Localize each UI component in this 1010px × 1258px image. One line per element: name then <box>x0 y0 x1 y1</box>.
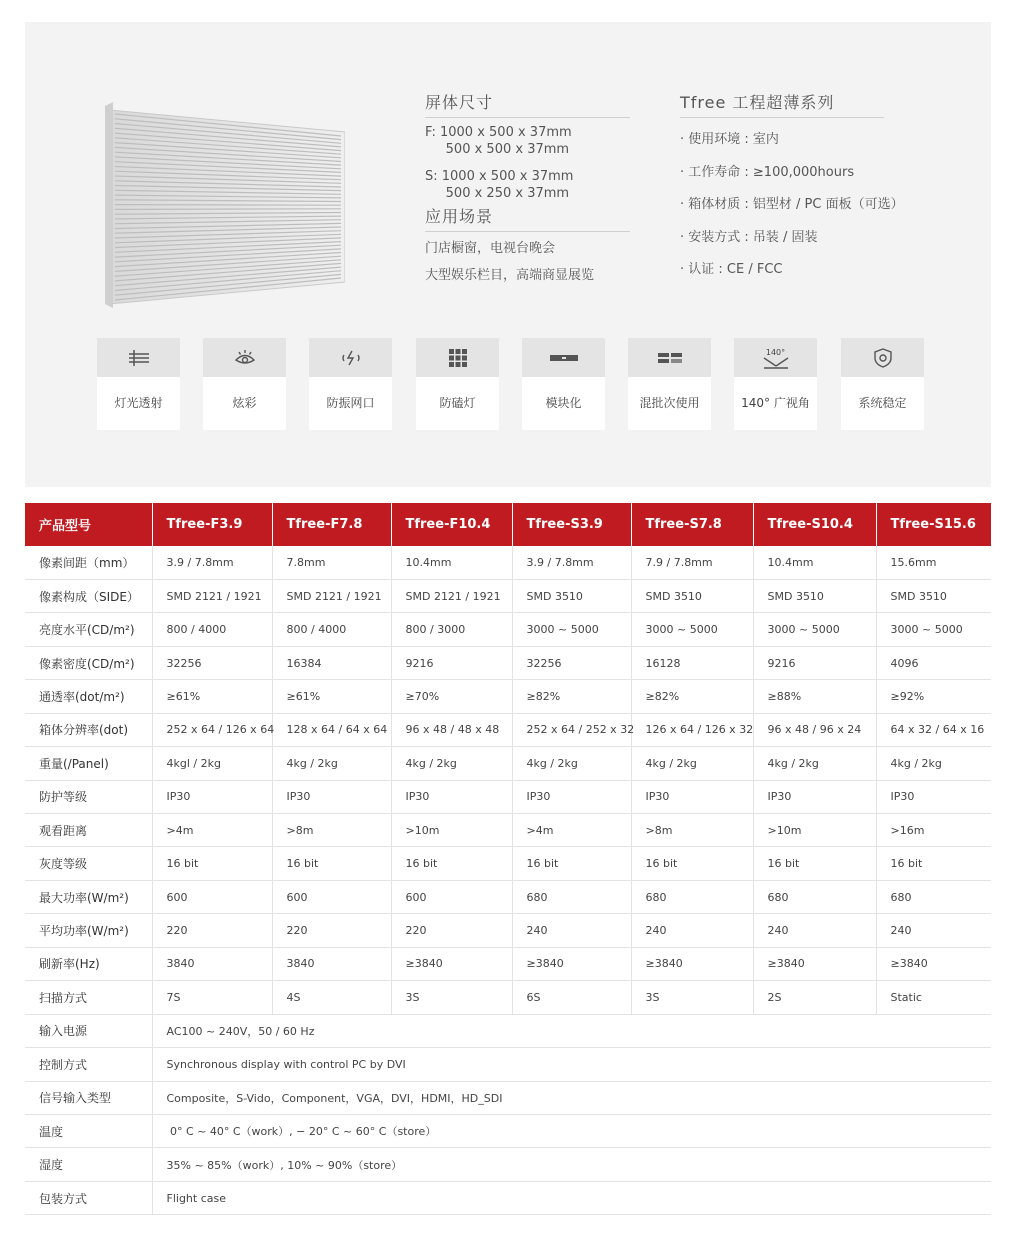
table-cell: SMD 2121 / 1921 <box>152 579 272 612</box>
table-cell: 15.6mm <box>876 546 991 579</box>
row-label: 平均功率(W/m²) <box>25 914 152 947</box>
row-label: 输入电源 <box>25 1014 152 1047</box>
table-header-cell: Tfree-F7.8 <box>272 503 391 546</box>
table-cell: 240 <box>876 914 991 947</box>
table-cell: 3000 ~ 5000 <box>753 613 876 646</box>
table-cell: 16 bit <box>631 847 753 880</box>
feature-label: 混批次使用 <box>639 396 700 410</box>
table-cell: 800 / 4000 <box>272 613 391 646</box>
table-cell: >8m <box>272 814 391 847</box>
table-cell: 126 x 64 / 126 x 32 <box>631 713 753 746</box>
table-cell: 252 x 64 / 126 x 64 <box>152 713 272 746</box>
table-cell: ≥3840 <box>391 947 512 980</box>
size-line: S: 1000 x 500 x 37mm <box>425 169 574 184</box>
row-label: 像素间距（mm） <box>25 546 152 579</box>
feature-card <box>628 338 711 430</box>
row-label: 箱体分辨率(dot) <box>25 713 152 746</box>
feature-label: 模块化 <box>545 396 582 410</box>
table-row <box>25 747 991 780</box>
table-cell: 16 bit <box>512 847 631 880</box>
feature-icons-row <box>97 338 947 430</box>
table-span-cell: 0° C ~ 40° C（work）, − 20° C ~ 60° C（store） <box>152 1114 991 1147</box>
table-cell: 3S <box>391 981 512 1014</box>
table-cell: 240 <box>753 914 876 947</box>
feature-label: 炫彩 <box>232 396 257 410</box>
anti-vibration-port-icon <box>340 349 362 367</box>
table-row <box>25 814 991 847</box>
series-title: Tfree 工程超薄系列 <box>680 90 884 118</box>
size-line: F: 1000 x 500 x 37mm <box>425 125 572 140</box>
table-cell: >8m <box>631 814 753 847</box>
table-row <box>25 579 991 612</box>
row-label: 灰度等级 <box>25 847 152 880</box>
table-row <box>25 880 991 913</box>
table-cell: 680 <box>512 880 631 913</box>
table-cell: 6S <box>512 981 631 1014</box>
size-title: 屏体尺寸 <box>425 90 630 118</box>
row-label: 扫描方式 <box>25 981 152 1014</box>
table-cell: 4kg / 2kg <box>512 747 631 780</box>
wide-angle-badge: 140° <box>765 348 786 357</box>
feature-card <box>522 338 605 430</box>
series-item: · 使用环境 : 室内 <box>680 132 779 147</box>
table-cell: >4m <box>512 814 631 847</box>
table-cell: ≥61% <box>272 680 391 713</box>
feature-label: 防振网口 <box>326 396 375 410</box>
table-row <box>25 613 991 646</box>
table-cell: 96 x 48 / 48 x 48 <box>391 713 512 746</box>
table-cell: 16 bit <box>876 847 991 880</box>
table-cell: 9216 <box>753 646 876 679</box>
table-row <box>25 947 991 980</box>
feature-label: 灯光透射 <box>114 396 163 410</box>
light-transmission-icon <box>128 349 150 367</box>
table-cell: 220 <box>272 914 391 947</box>
scene-line: 大型娱乐栏目，高端商显展览 <box>425 268 595 283</box>
feature-label: 140° 广视角 <box>741 396 810 410</box>
table-cell: SMD 3510 <box>753 579 876 612</box>
table-cell: 3000 ~ 5000 <box>512 613 631 646</box>
feature-card <box>97 338 180 430</box>
table-header-cell: Tfree-F10.4 <box>391 503 512 546</box>
table-cell: ≥92% <box>876 680 991 713</box>
table-cell: >10m <box>391 814 512 847</box>
table-cell: 240 <box>631 914 753 947</box>
table-cell: SMD 3510 <box>876 579 991 612</box>
table-cell: 3840 <box>272 947 391 980</box>
row-label: 像素构成（SIDE） <box>25 579 152 612</box>
row-label: 控制方式 <box>25 1048 152 1081</box>
feature-card <box>309 338 392 430</box>
table-cell: 32256 <box>512 646 631 679</box>
table-cell: 2S <box>753 981 876 1014</box>
row-label: 刷新率(Hz) <box>25 947 152 980</box>
table-row <box>25 1148 991 1181</box>
series-item: · 安装方式 : 吊装 / 固装 <box>680 229 818 245</box>
row-label: 最大功率(W/m²) <box>25 880 152 913</box>
table-span-cell: Composite，S-Vido，Component，VGA，DVI，HDMI，HD_SDI <box>152 1081 991 1114</box>
table-cell: 4kgl / 2kg <box>152 747 272 780</box>
table-row <box>25 914 991 947</box>
table-cell: 4kg / 2kg <box>631 747 753 780</box>
table-cell: 32256 <box>152 646 272 679</box>
eye-icon <box>234 349 256 367</box>
row-label: 亮度水平(CD/m²) <box>25 613 152 646</box>
table-row <box>25 713 991 746</box>
table-span-cell: 35% ~ 85%（work）, 10% ~ 90%（store） <box>152 1148 991 1181</box>
table-cell: ≥82% <box>512 680 631 713</box>
row-label: 通透率(dot/m²) <box>25 680 152 713</box>
table-cell: 3.9 / 7.8mm <box>152 546 272 579</box>
scene-title: 应用场景 <box>425 204 630 232</box>
table-cell: 7.8mm <box>272 546 391 579</box>
hero-section <box>25 22 991 487</box>
table-row <box>25 646 991 679</box>
series-item: · 工作寿命 : ≥100,000hours <box>680 164 855 180</box>
table-cell: 7S <box>152 981 272 1014</box>
table-row <box>25 680 991 713</box>
series-spec-block <box>680 90 950 293</box>
table-row <box>25 546 991 579</box>
feature-label: 防磕灯 <box>439 396 476 410</box>
size-line: 500 x 250 x 37mm <box>425 186 570 201</box>
table-cell: ≥61% <box>152 680 272 713</box>
table-cell: ≥3840 <box>512 947 631 980</box>
table-cell: 16 bit <box>753 847 876 880</box>
table-cell: IP30 <box>391 780 512 813</box>
table-header-cell: 产品型号 <box>25 503 152 546</box>
table-cell: >10m <box>753 814 876 847</box>
table-row <box>25 981 991 1014</box>
table-cell: 4kg / 2kg <box>753 747 876 780</box>
table-cell: IP30 <box>152 780 272 813</box>
wide-angle-icon <box>762 357 790 369</box>
table-cell: 680 <box>631 880 753 913</box>
module-bar-icon <box>549 353 579 363</box>
table-cell: 4096 <box>876 646 991 679</box>
table-cell: IP30 <box>631 780 753 813</box>
table-row <box>25 1048 991 1081</box>
table-cell: ≥88% <box>753 680 876 713</box>
row-label: 湿度 <box>25 1148 152 1181</box>
scene-spec-block <box>425 204 630 289</box>
table-row <box>25 780 991 813</box>
table-cell: IP30 <box>753 780 876 813</box>
table-cell: 9216 <box>391 646 512 679</box>
row-label: 像素密度(CD/m²) <box>25 646 152 679</box>
table-header-cell: Tfree-F3.9 <box>152 503 272 546</box>
feature-card <box>203 338 286 430</box>
feature-card <box>841 338 924 430</box>
shield-gear-icon <box>873 348 893 368</box>
table-cell: IP30 <box>272 780 391 813</box>
table-cell: Static <box>876 981 991 1014</box>
table-cell: IP30 <box>876 780 991 813</box>
scene-line: 门店橱窗，电视台晚会 <box>425 241 556 256</box>
table-cell: 3S <box>631 981 753 1014</box>
row-label: 包装方式 <box>25 1181 152 1214</box>
table-cell: ≥70% <box>391 680 512 713</box>
series-item: · 箱体材质 : 铝型材 / PC 面板（可选） <box>680 197 904 212</box>
table-cell: 16 bit <box>152 847 272 880</box>
table-cell: 220 <box>391 914 512 947</box>
table-row <box>25 1014 991 1047</box>
table-cell: SMD 2121 / 1921 <box>391 579 512 612</box>
table-cell: 4kg / 2kg <box>391 747 512 780</box>
table-cell: 10.4mm <box>391 546 512 579</box>
table-cell: 4S <box>272 981 391 1014</box>
table-row <box>25 1114 991 1147</box>
table-header-cell: Tfree-S7.8 <box>631 503 753 546</box>
table-cell: ≥3840 <box>876 947 991 980</box>
table-cell: 600 <box>391 880 512 913</box>
table-cell: ≥82% <box>631 680 753 713</box>
table-row <box>25 1081 991 1114</box>
table-cell: 3840 <box>152 947 272 980</box>
table-cell: 252 x 64 / 252 x 32 <box>512 713 631 746</box>
table-cell: 220 <box>152 914 272 947</box>
table-cell: SMD 2121 / 1921 <box>272 579 391 612</box>
table-cell: >16m <box>876 814 991 847</box>
table-cell: 600 <box>152 880 272 913</box>
table-cell: ≥3840 <box>631 947 753 980</box>
table-cell: 96 x 48 / 96 x 24 <box>753 713 876 746</box>
transparent-led-panel-image <box>105 92 345 322</box>
table-cell: 16128 <box>631 646 753 679</box>
table-cell: SMD 3510 <box>512 579 631 612</box>
table-cell: 4kg / 2kg <box>876 747 991 780</box>
table-cell: ≥3840 <box>753 947 876 980</box>
table-cell: 680 <box>753 880 876 913</box>
table-cell: SMD 3510 <box>631 579 753 612</box>
table-cell: 16384 <box>272 646 391 679</box>
table-cell: 240 <box>512 914 631 947</box>
table-span-cell: Synchronous display with control PC by DVI <box>152 1048 991 1081</box>
table-row <box>25 1181 991 1214</box>
mixed-batch-icon <box>657 352 683 364</box>
spec-table <box>25 503 991 1215</box>
table-cell: 16 bit <box>272 847 391 880</box>
table-header-cell: Tfree-S10.4 <box>753 503 876 546</box>
feature-card <box>734 338 817 430</box>
table-cell: 128 x 64 / 64 x 64 <box>272 713 391 746</box>
table-cell: 3.9 / 7.8mm <box>512 546 631 579</box>
row-label: 观看距离 <box>25 814 152 847</box>
table-header-row <box>25 503 991 546</box>
feature-label: 系统稳定 <box>858 396 907 410</box>
grid-lamp-icon <box>448 348 468 368</box>
table-cell: 680 <box>876 880 991 913</box>
table-cell: 800 / 3000 <box>391 613 512 646</box>
table-cell: 3000 ~ 5000 <box>876 613 991 646</box>
table-cell: IP30 <box>512 780 631 813</box>
table-cell: 16 bit <box>391 847 512 880</box>
table-cell: >4m <box>152 814 272 847</box>
series-item: · 认证 : CE / FCC <box>680 262 783 277</box>
row-label: 重量(/Panel) <box>25 747 152 780</box>
table-cell: 64 x 32 / 64 x 16 <box>876 713 991 746</box>
table-cell: 10.4mm <box>753 546 876 579</box>
table-span-cell: Flight case <box>152 1181 991 1214</box>
table-cell: 3000 ~ 5000 <box>631 613 753 646</box>
row-label: 信号输入类型 <box>25 1081 152 1114</box>
table-header-cell: Tfree-S3.9 <box>512 503 631 546</box>
row-label: 防护等级 <box>25 780 152 813</box>
table-cell: 7.9 / 7.8mm <box>631 546 753 579</box>
row-label: 温度 <box>25 1114 152 1147</box>
table-row <box>25 847 991 880</box>
feature-card <box>416 338 499 430</box>
size-line: 500 x 500 x 37mm <box>425 142 570 157</box>
table-span-cell: AC100 ~ 240V，50 / 60 Hz <box>152 1014 991 1047</box>
size-spec-block <box>425 90 630 202</box>
table-cell: 4kg / 2kg <box>272 747 391 780</box>
table-header-cell: Tfree-S15.6 <box>876 503 991 546</box>
table-cell: 800 / 4000 <box>152 613 272 646</box>
table-cell: 600 <box>272 880 391 913</box>
